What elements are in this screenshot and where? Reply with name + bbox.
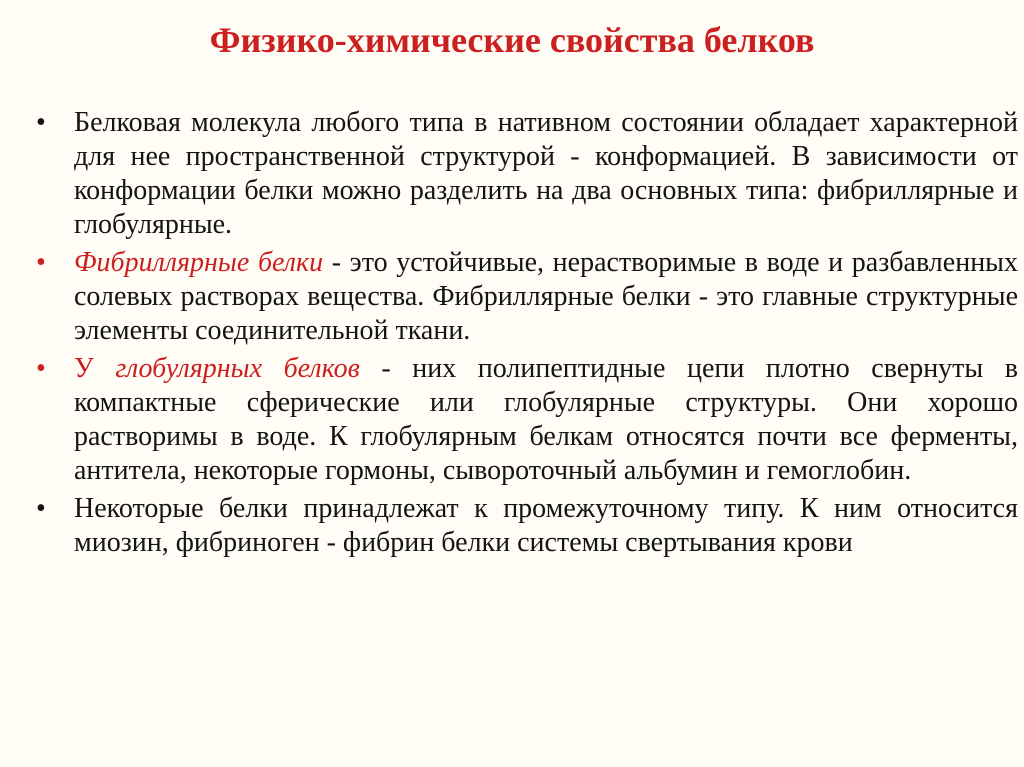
bullet-item-2 (36, 246, 1018, 348)
bullet-marker: • (36, 353, 46, 384)
bullet-item-3 (36, 352, 1018, 488)
bullet-term: Фибриллярные белки (74, 247, 324, 278)
bullet-text: Белковая молекула любого типа в нативном состоянии обладает характерной для нее пространственной структурой - конформацией. В зависимости от конформации белки можно разделить на два основных типа: фибриллярные и глобулярные. (74, 107, 1018, 240)
bullet-lead: У (74, 353, 116, 384)
slide-title: Физико-химические свойства белков (209, 20, 815, 60)
bullet-marker: • (36, 107, 46, 138)
bullet-item-1 (36, 106, 1018, 242)
bullet-text: - это устойчивые, нерастворимые в воде и разбавленных солевых растворах вещества. Фибриллярные белки - это главные структурные элементы соединительной ткани. (74, 247, 1018, 346)
bullet-term: глобулярных белков (115, 353, 360, 384)
bullet-list (36, 106, 1018, 564)
bullet-text: Некоторые белки принадлежат к промежуточному типу. К ним относится миозин, фибриноген - фибрин белки системы свертывания крови (74, 493, 1018, 558)
bullet-text: - них полипептидные цепи плотно свернуты в компактные сферические или глобулярные структуры. Они хорошо растворимы в воде. К глобулярным белкам относятся почти все ферменты, антитела, некоторые гормоны, сывороточный альбумин и гемоглобин. (74, 353, 1019, 486)
bullet-marker: • (36, 247, 46, 278)
bullet-marker: • (36, 493, 46, 524)
bullet-item-4 (36, 492, 1018, 560)
